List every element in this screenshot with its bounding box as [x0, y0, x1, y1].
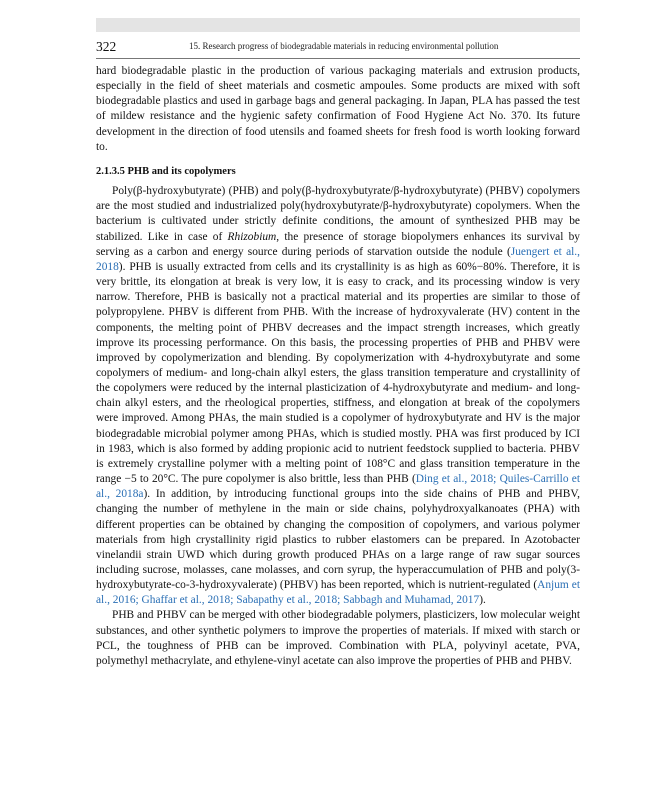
- top-shaded-bar: [96, 18, 580, 32]
- rhizobium-italic: Rhizobium: [227, 230, 277, 243]
- citation-link[interactable]: Ding et al., 2018; Quiles-Carrillo et al., 2018a: [96, 473, 580, 501]
- paragraph-2-text-3: ). PHB is usually extracted from cells and its crystallinity is as high as 60%−80%. Therefore, it is very brittle, its elongation at break is very low, it is easy to crack, and its processing window is very narrow. Therefore, PHB is basically not a practical material and its properties are similar to those of polypropylene. PHBV is different from PHB. With the increase of hydroxyvalerate (HV) content in the components, the melting point of PHBV decreases and the impact strength increases, which greatly improve its processing performance. On this basis, the processing properties of PHB and PHBV were improved by copolymerization and blending. By copolymerization with 4-hydroxybutyrate and some copolymers of medium- and long-chain alkyl esters, the glass transition temperature and crystallinity of the copolymers were reduced by the internal plasticization of 4-hydroxybutyrate and medium- and long-chain alkyl esters, and the rheological properties, stiffness, and elongation at break of the copolymers were improved. Among PHAs, the main studied is a copolymer of hydroxybutyrate and HV is the major biodegradable microbial polymer among PHAs, which is studied mostly. PHA was first produced by ICI in 1983, which is also formed by adding propionic acid to nutrient feedstock supplied to bacteria. PHBV is extremely crystalline polymer with a melting point of 108°C and glass transition temperature in the range −5 to 20°C. The pure copolymer is also brittle, less than PHB (: [96, 260, 580, 486]
- running-head: 15. Research progress of biodegradable materials in reducing environmental pollution: [189, 41, 499, 51]
- paragraph-2-text-4: ). In addition, by introducing functional groups into the side chains of PHB and PHBV, changing the number of methylene in the main or side chains, polyhydroxyalkanoates (PHA) with different properties can be obtained by changing the composition of copolymers, and various polymer materials from high crystallinity rigid plastics to rubber elastomers can be prepared. In Azotobacter vinelandii strain UWD which during growth produced PHAs on a large range of raw sugar sources including sucrose, molasses, cane molasses, and corn syrup, the hyperaccumulation of PHB and poly(3-hydroxybutyrate-co-3-hydroxyvalerate) (PHBV) has been reported, which is nutrient-regulated (: [96, 488, 580, 592]
- citation-link[interactable]: Juengert et al., 2018: [96, 245, 580, 273]
- section-heading: 2.1.3.5 PHB and its copolymers: [96, 165, 236, 177]
- paragraph-3: PHB and PHBV can be merged with other biodegradable polymers, plasticizers, low molecular weight substances, and other synthetic polymers to improve the properties of materials. If mixed with starch or PCL, the toughness of PHB can be improved. Combination with PLA, polyvinyl acetate, PVA, polymethyl methacrylate, and ethylene-vinyl acetate can also improve the properties of PHB and PHBV.: [96, 609, 580, 667]
- paragraph-2-text-5: ).: [479, 594, 486, 607]
- header-rule: [96, 58, 580, 59]
- paragraph-2: [96, 184, 580, 608]
- page-number: 322: [96, 39, 117, 54]
- body-text: [96, 64, 580, 669]
- paragraph-2-text-2: , the presence of storage biopolymers enhances its survival by serving as a carbon and energy source during periods of starvation outside the nodule (: [96, 230, 580, 258]
- page-header: [96, 39, 580, 55]
- paragraph-2-text-1: Poly(β-hydroxybutyrate) (PHB) and poly(β-hydroxybutyrate/β-hydroxybutyrate) (PHBV) copolymers are the most studied and industrialized poly(hydroxybutyrate/β-hydroxybutyrate) copolymers. When the bacterium is cultivated under strictly definite conditions, the amount of synthesized PHB may be stabilized. Like in case of: [96, 185, 580, 243]
- paragraph-1: hard biodegradable plastic in the production of various packaging materials and extrusion products, especially in the field of sheet materials and cosmetic ampoules. Some products are mixed with soft biodegradable plastics and used in garbage bags and general packaging. In Japan, PLA has passed the test of mildew resistance and the hygienic safety confirmation of Food Hygiene Act No. 370. Its future development in the direction of food utensils and foamed sheets for fresh food is worth looking forward to.: [96, 65, 580, 153]
- citation-link[interactable]: Anjum et al., 2016; Ghaffar et al., 2018; Sabapathy et al., 2018; Sabbagh and Muhamad, 2017: [96, 579, 580, 607]
